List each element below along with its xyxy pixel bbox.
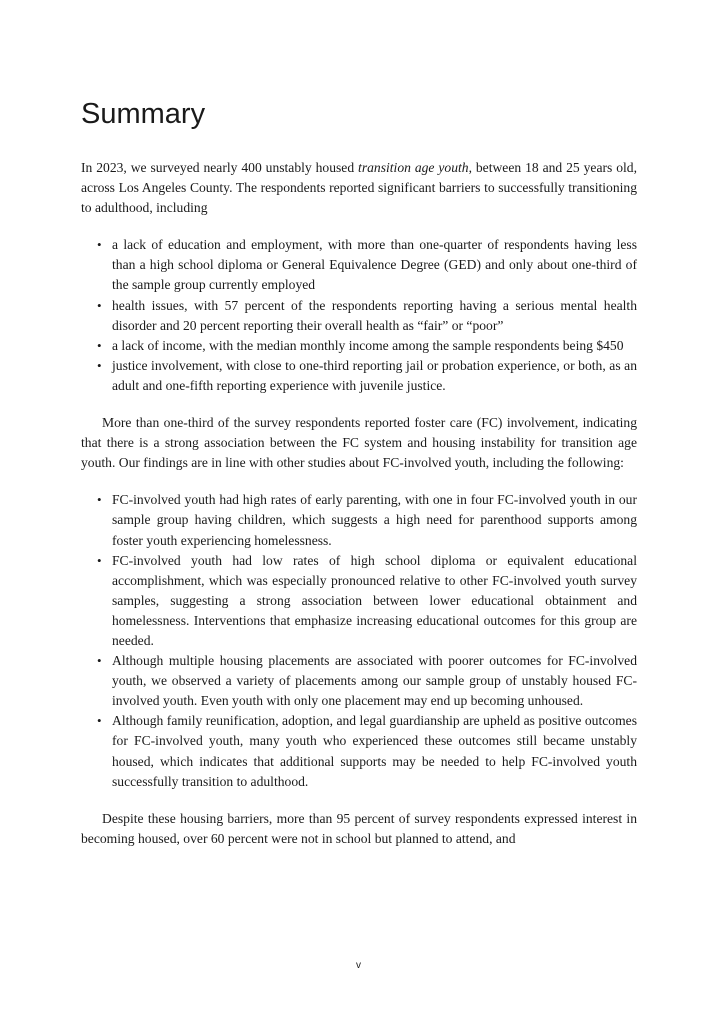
page-number: v bbox=[356, 960, 361, 971]
intro-emphasis: transition age youth bbox=[358, 160, 469, 175]
intro-paragraph bbox=[81, 158, 637, 218]
bullet-icon: • bbox=[97, 237, 102, 253]
bullet-icon: • bbox=[97, 297, 102, 313]
findings-list bbox=[81, 490, 637, 791]
intro-text-start: In 2023, we surveyed nearly 400 unstably housed bbox=[81, 160, 359, 175]
list-item-text: Although family reunification, adoption, and legal guardianship are upheld as positive outcomes for FC-involved youth, many youth who experienced these outcomes still became unstably housed, which indicates that additional supports may be needed to help FC-involved youth successfully transition to adulthood. bbox=[112, 713, 637, 789]
fc-paragraph: More than one-third of the survey respondents reported foster care (FC) involvement, indicating that there is a strong association between the FC system and housing instability for transition age youth. Our findings are in line with other studies about FC-involved youth, including the following: bbox=[81, 415, 637, 471]
list-item-text: a lack of education and employment, with more than one-quarter of respondents having less than a high school diploma or General Equivalence Degree (GED) and only about one-third of the sample group currently employed bbox=[112, 237, 637, 293]
page-title: Summary bbox=[81, 98, 206, 130]
list-item-text: FC-involved youth had high rates of early parenting, with one in four FC-involved youth in our sample group having children, which suggests a high need for parenthood supports among foster youth experiencing homelessness. bbox=[112, 492, 637, 548]
barriers-list bbox=[81, 235, 637, 396]
bullet-icon: • bbox=[97, 653, 102, 669]
list-item bbox=[97, 336, 637, 356]
list-item bbox=[97, 356, 637, 396]
bullet-icon: • bbox=[97, 337, 102, 353]
closing-paragraph: Despite these housing barriers, more than 95 percent of survey respondents expressed interest in becoming housed, over 60 percent were not in school but planned to attend, and bbox=[81, 810, 637, 846]
intro-text-end: , between 18 and 25 years old, across Los Angeles County. The respondents reported significant barriers to successfully transitioning to adulthood, including bbox=[81, 160, 637, 216]
list-item-text: FC-involved youth had low rates of high school diploma or equivalent educational accomplishment, which was especially pronounced relative to other FC-involved youth survey samples, suggesting a strong association between lower educational obtainment and homelessness. Interventions that emphasize increasing educational outcomes for this group are needed. bbox=[112, 552, 637, 648]
list-item-text: health issues, with 57 percent of the respondents reporting having a serious mental health disorder and 20 percent reporting their overall health as “fair” or “poor” bbox=[112, 297, 637, 333]
summary-body bbox=[81, 158, 637, 849]
list-item-text: a lack of income, with the median monthly income among the sample respondents being $450 bbox=[112, 337, 624, 353]
list-item bbox=[97, 711, 637, 791]
bullet-icon: • bbox=[97, 713, 102, 729]
bullet-icon: • bbox=[97, 357, 102, 373]
list-item bbox=[97, 490, 637, 550]
list-item-text: Although multiple housing placements are associated with poorer outcomes for FC-involved youth, we observed a variety of placements among our sample group of unstably housed FC-involved youth. Even youth with only one placement may end up becoming unhoused. bbox=[112, 653, 637, 709]
list-item bbox=[97, 235, 637, 295]
list-item bbox=[97, 296, 637, 336]
bullet-icon: • bbox=[97, 492, 102, 508]
list-item-text: justice involvement, with close to one-third reporting jail or probation experience, or both, as an adult and one-fifth reporting experience with juvenile justice. bbox=[112, 357, 637, 393]
list-item bbox=[97, 651, 637, 711]
bullet-icon: • bbox=[97, 552, 102, 568]
list-item bbox=[97, 551, 637, 651]
